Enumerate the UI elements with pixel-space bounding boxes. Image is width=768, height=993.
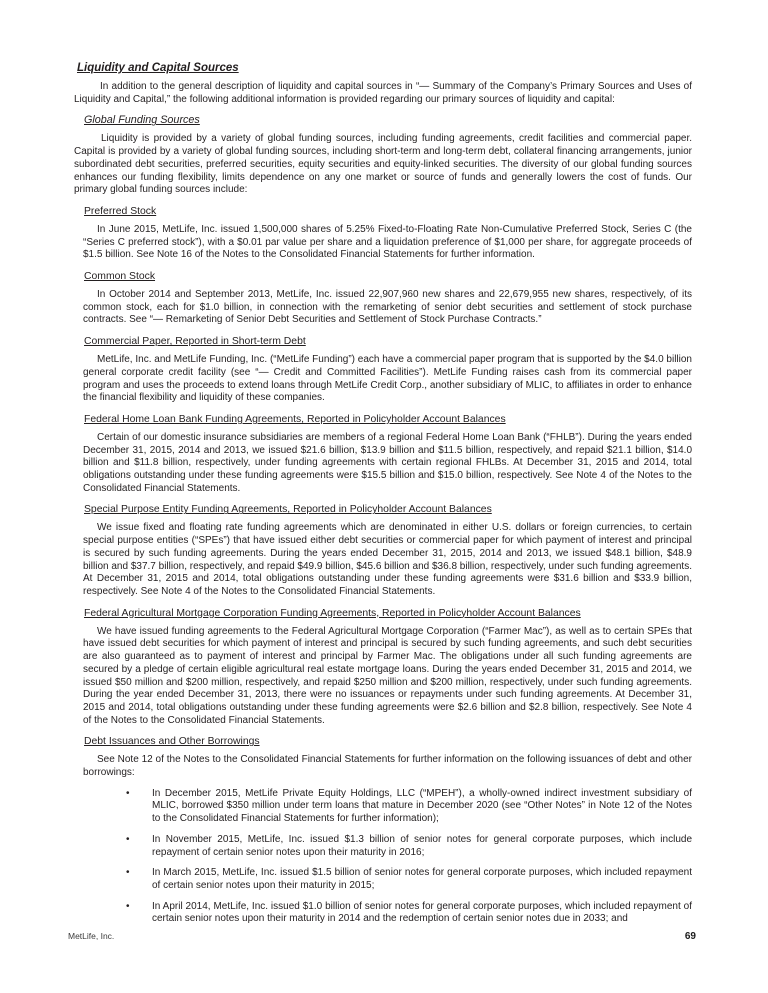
bullet-icon: • (126, 867, 130, 879)
section-heading: Global Funding Sources (84, 114, 200, 127)
section-global-funding-sources (74, 114, 692, 197)
section-paragraph: MetLife, Inc. and MetLife Funding, Inc. (“MetLife Funding”) each have a commercial paper program that is supported by the $4.0 billion general corporate credit facility (see “— Credit and Committed Facilities”). MetLife Funding raises cash from its commercial paper program and uses the proceeds to extend loans through MetLife Credit Corp., another subsidiary of MLIC, to affiliates in order to enhance the financial flexibility and liquidity of these companies. (83, 354, 692, 404)
intro-paragraph: In addition to the general description of liquidity and capital sources in “— Summary of the Company’s Primary Sources and Uses of Liquidity and Capital,” the following additional information is provided regarding our primary sources of liquidity and capital: (74, 81, 692, 105)
section-heading: Commercial Paper, Reported in Short-term Debt (84, 336, 306, 348)
bullet-icon: • (126, 900, 130, 912)
section-heading: Preferred Stock (84, 205, 157, 217)
list-item (74, 834, 692, 859)
page-number: 69 (684, 931, 696, 942)
page-title: Liquidity and Capital Sources (77, 62, 239, 74)
list-item (74, 901, 692, 926)
document-content (74, 62, 692, 934)
list-item-text: In April 2014, MetLife, Inc. issued $1.0 billion of senior notes for general corporate purposes, which included repayment of certain senior notes upon their maturity in 2014 and the redemption of certain senior notes due in 2033; and (152, 900, 692, 925)
list-item-text: In March 2015, MetLife, Inc. issued $1.5 billion of senior notes for general corporate purposes, which included repayment of certain senior notes upon their maturity in 2015; (152, 867, 692, 891)
section-heading: Special Purpose Entity Funding Agreements, Reported in Policyholder Account Balances (84, 504, 492, 516)
bullet-icon: • (126, 787, 130, 799)
section-preferred-stock (74, 205, 692, 262)
list-item-text: In November 2015, MetLife, Inc. issued $1.3 billion of senior notes for general corporate purposes, which include repayment of certain senior notes upon their maturity in 2016; (152, 833, 692, 858)
section-common-stock (74, 270, 692, 327)
section-paragraph: We have issued funding agreements to the Federal Agricultural Mortgage Corporation (“Farmer Mac”), as well as to certain SPEs that have issued debt securities for which payment of interest and principal is secured by such funding agreements, and such debt securities are also guaranteed as to payment of interest and principal by Farmer Mac. The obligations under all such funding agreements are secured by a pledge of certain eligible agricultural real estate mortgage loans. During the years ended December 31, 2015 and 2014, we issued $50 million and $200 million, respectively, and repaid $250 million and $200 million, respectively, under such funding agreements. During the year ended December 31, 2013, there were no issuances or repayments under such funding agreements. At December 31, 2015 and 2014, total obligations outstanding under these funding agreements were $2.6 billion and $2.8 billion, respectively. See Note 4 of the Notes to the Consolidated Financial Statements. (83, 625, 692, 726)
section-paragraph: Liquidity is provided by a variety of global funding sources, including funding agreements, credit facilities and commercial paper. Capital is provided by a variety of global funding sources, including short-term and long-term debt, collateral financing arrangements, junior subordinated debt securities, preferred securities, equity securities and equity-linked securities. The diversity of our global funding sources enhances our funding flexibility, limits dependence on any one market or source of funds and generally lowers the cost of funds. Our primary global funding sources include: (74, 133, 692, 196)
section-fhlb-funding-agreements (74, 413, 692, 496)
section-debt-issuances (74, 735, 692, 926)
section-heading: Federal Agricultural Mortgage Corporation Funding Agreements, Reported in Policyholder Account Balances (84, 607, 581, 619)
footer-company: MetLife, Inc. (68, 931, 115, 941)
page-footer (68, 931, 696, 942)
section-paragraph: We issue fixed and floating rate funding agreements which are denominated in either U.S. dollars or foreign currencies, to certain special purpose entities (“SPEs”) that have issued either debt securities or commercial paper for which payment of interest and principal is secured by such funding agreements. During the years ended December 31, 2015, 2014 and 2013, we issued $48.1 billion, $48.9 billion and $37.7 billion, respectively, and repaid $49.9 billion, $45.6 billion and $36.8 billion, respectively, under such funding agreements. At December 31, 2015 and 2014, total obligations outstanding under these funding agreements were $31.6 billion and $33.9 billion, respectively. See Note 4 of the Notes to the Consolidated Financial Statements. (83, 522, 692, 597)
section-heading: Debt Issuances and Other Borrowings (84, 736, 260, 748)
list-item (74, 867, 692, 892)
section-spe-funding-agreements (74, 503, 692, 598)
section-paragraph: In June 2015, MetLife, Inc. issued 1,500,000 shares of 5.25% Fixed-to-Floating Rate Non-Cumulative Preferred Stock, Series C (the “Series C preferred stock”), with a $0.01 par value per share and a liquidation preference of $1,000 per share, for aggregate proceeds of $1.5 billion. See Note 16 of the Notes to the Consolidated Financial Statements for further information. (83, 223, 692, 261)
debt-issuances-bullet-list (74, 788, 692, 926)
section-commercial-paper (74, 335, 692, 405)
section-heading: Common Stock (84, 271, 156, 283)
section-paragraph: Certain of our domestic insurance subsidiaries are members of a regional Federal Home Loan Bank (“FHLB”). During the years ended December 31, 2015, 2014 and 2013, we issued $21.6 billion, $13.9 billion and $11.5 billion, respectively, and repaid $21.1 billion, $14.0 billion and $11.8 billion, respectively, under funding agreements with certain regional FHLBs. At December 31, 2015 and 2014, total obligations outstanding under these funding agreements were $15.5 billion and $15.0 billion, respectively. See Note 4 of the Notes to the Consolidated Financial Statements. (83, 431, 692, 494)
section-heading: Federal Home Loan Bank Funding Agreements, Reported in Policyholder Account Balances (84, 413, 506, 425)
section-farmer-mac-funding-agreements (74, 607, 692, 728)
list-item-text: In December 2015, MetLife Private Equity Holdings, LLC (“MPEH”), a wholly-owned indirect investment subsidiary of MLIC, borrowed $350 million under term loans that mature in December 2020 (see “Other Notes” in Note 12 of the Notes to the Consolidated Financial Statements for further information); (152, 787, 692, 825)
list-item (74, 788, 692, 826)
section-paragraph: See Note 12 of the Notes to the Consolidated Financial Statements for further information on the following issuances of debt and other borrowings: (83, 754, 692, 779)
section-paragraph: In October 2014 and September 2013, MetLife, Inc. issued 22,907,960 new shares and 22,679,955 new shares, respectively, of its common stock, each for $1.0 billion, in connection with the remarketing of senior debt securities and settlement of stock purchase contracts. See “— Remarketing of Senior Debt Securities and Settlement of Stock Purchase Contracts.” (83, 289, 692, 326)
bullet-icon: • (126, 833, 130, 845)
